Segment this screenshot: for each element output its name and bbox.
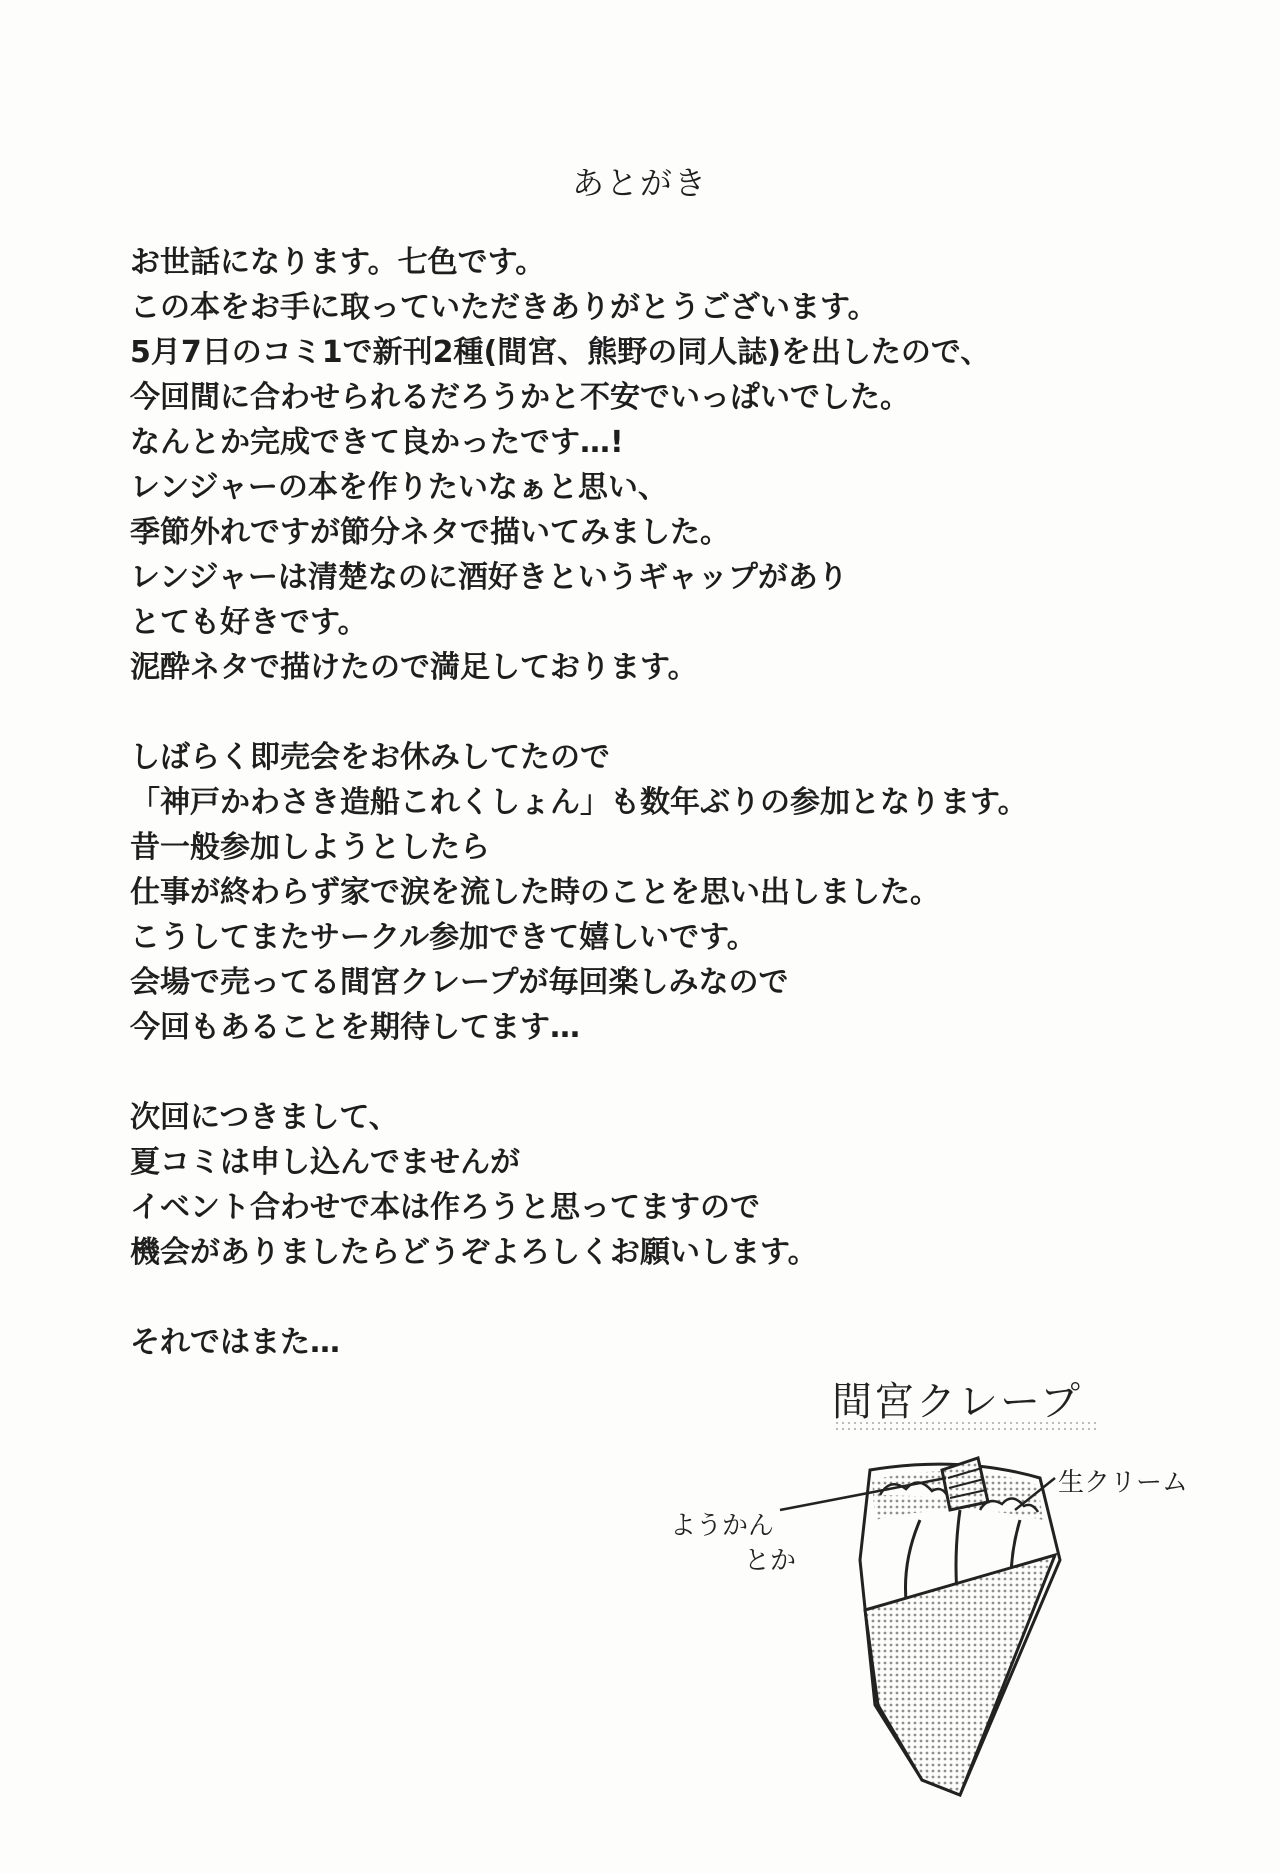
text-line: お世話になります。七色です。 [130,245,546,280]
text-line: 次回につきまして、 [130,1100,399,1135]
crepe-illustration [660,1360,1220,1840]
label-yokan-etc: とか [744,1546,797,1576]
text-line: 「神戸かわさき造船これくしょん」も数年ぶりの参加となります。 [130,785,1028,820]
text-line: 昔一般参加しようとしたら [130,830,490,865]
text-line: 今回間に合わせられるだろうかと不安でいっぱいでした。 [130,380,910,415]
text-line: 泥酔ネタで描けたので満足しております。 [130,650,698,685]
text-line: 今回もあることを期待してます… [130,1010,580,1045]
paragraph-event [130,735,1210,1050]
paragraph-next [130,1095,1210,1275]
text-line: 仕事が終わらず家で涙を流した時のことを思い出しました。 [130,875,940,910]
text-line: 夏コミは申し込んでませんが [130,1145,520,1180]
illustration-title: 間宮クレープ [832,1379,1082,1425]
text-line: とても好きです。 [130,605,368,640]
text-line: レンジャーの本を作りたいなぁと思い、 [130,470,668,505]
afterword-body [130,240,1210,1410]
text-line: なんとか完成できて良かったです…! [130,425,624,460]
label-yokan: ようかん [670,1511,775,1541]
text-line: 会場で売ってる間宮クレープが毎回楽しみなので [130,965,789,1000]
text-line: それではまた… [130,1325,340,1360]
text-line: こうしてまたサークル参加できて嬉しいです。 [130,920,757,955]
text-line: 季節外れですが節分ネタで描いてみました。 [130,515,730,550]
text-line: イベント合わせで本は作ろうと思ってますので [130,1190,760,1225]
text-line: 機会がありましたらどうぞよろしくお願いします。 [130,1235,818,1270]
paragraph-closing [130,1320,1210,1365]
text-line: しばらく即売会をお休みしてたので [130,740,610,775]
afterword-title: あとがき [571,164,708,202]
label-whipped-cream: 生クリーム [1058,1468,1189,1498]
paragraph-greeting [130,240,1210,690]
text-line: この本をお手に取っていただきありがとうございます。 [130,290,878,325]
text-line: レンジャーは清楚なのに酒好きというギャップがあり [130,560,848,595]
text-line: 5月7日のコミ1で新刊2種(間宮、熊野の同人誌)を出したので、 [130,335,991,370]
